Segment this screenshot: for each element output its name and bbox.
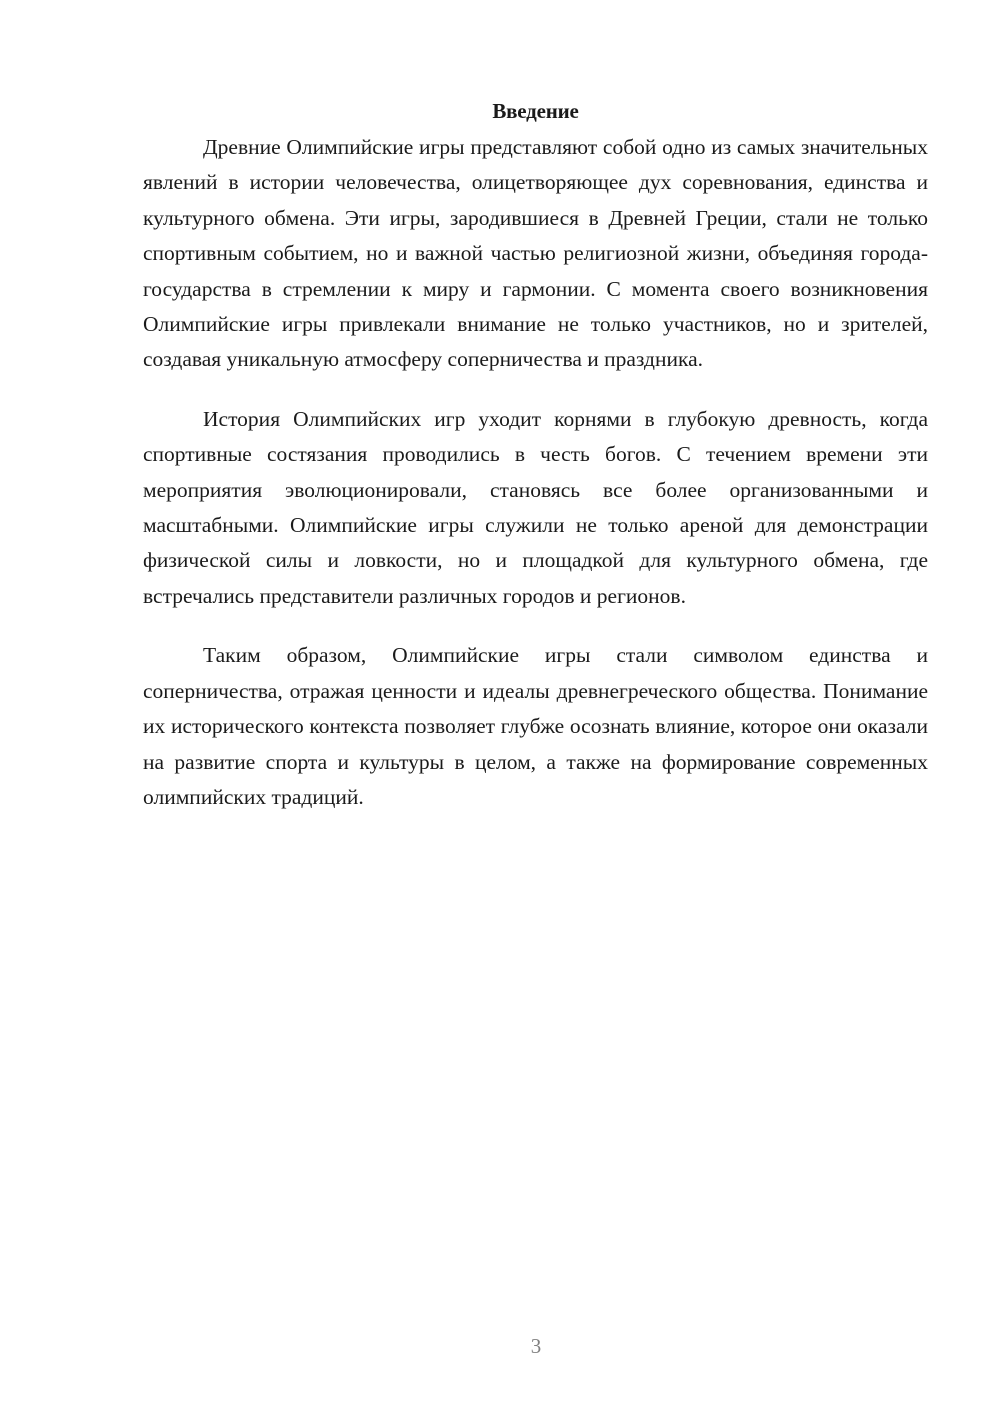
page-number: 3 — [530, 1334, 542, 1358]
page-content — [143, 96, 928, 839]
paragraph-3: Таким образом, Олимпийские игры стали символом единства и соперничества, отражая ценности и идеалы древнегреческого общества. Понимание их исторического контекста позволяет глубже осознать влияние, которое они оказали на развитие спорта и культуры в целом, а также на формирование современных олимпийских традиций. — [143, 643, 928, 809]
paragraph-1: Древние Олимпийские игры представляют собой одно из самых значительных явлений в истории человечества, олицетворяющее дух соревнования, единства и культурного обмена. Эти игры, зародившиеся в Древней Греции, стали не только спортивным событием, но и важной частью религиозной жизни, объединяя города-государства в стремлении к миру и гармонии. С момента своего возникновения Олимпийские игры привлекали внимание не только участников, но и зрителей, создавая уникальную атмосферу соперничества и праздника. — [143, 135, 928, 372]
section-title: Введение — [492, 99, 579, 123]
paragraph-2: История Олимпийских игр уходит корнями в глубокую древность, когда спортивные состязания проводились в честь богов. С течением времени эти мероприятия эволюционировали, становясь все более организованными и масштабными. Олимпийские игры служили не только ареной для демонстрации физической силы и ловкости, но и площадкой для культурного обмена, где встречались представители различных городов и регионов. — [143, 406, 928, 608]
